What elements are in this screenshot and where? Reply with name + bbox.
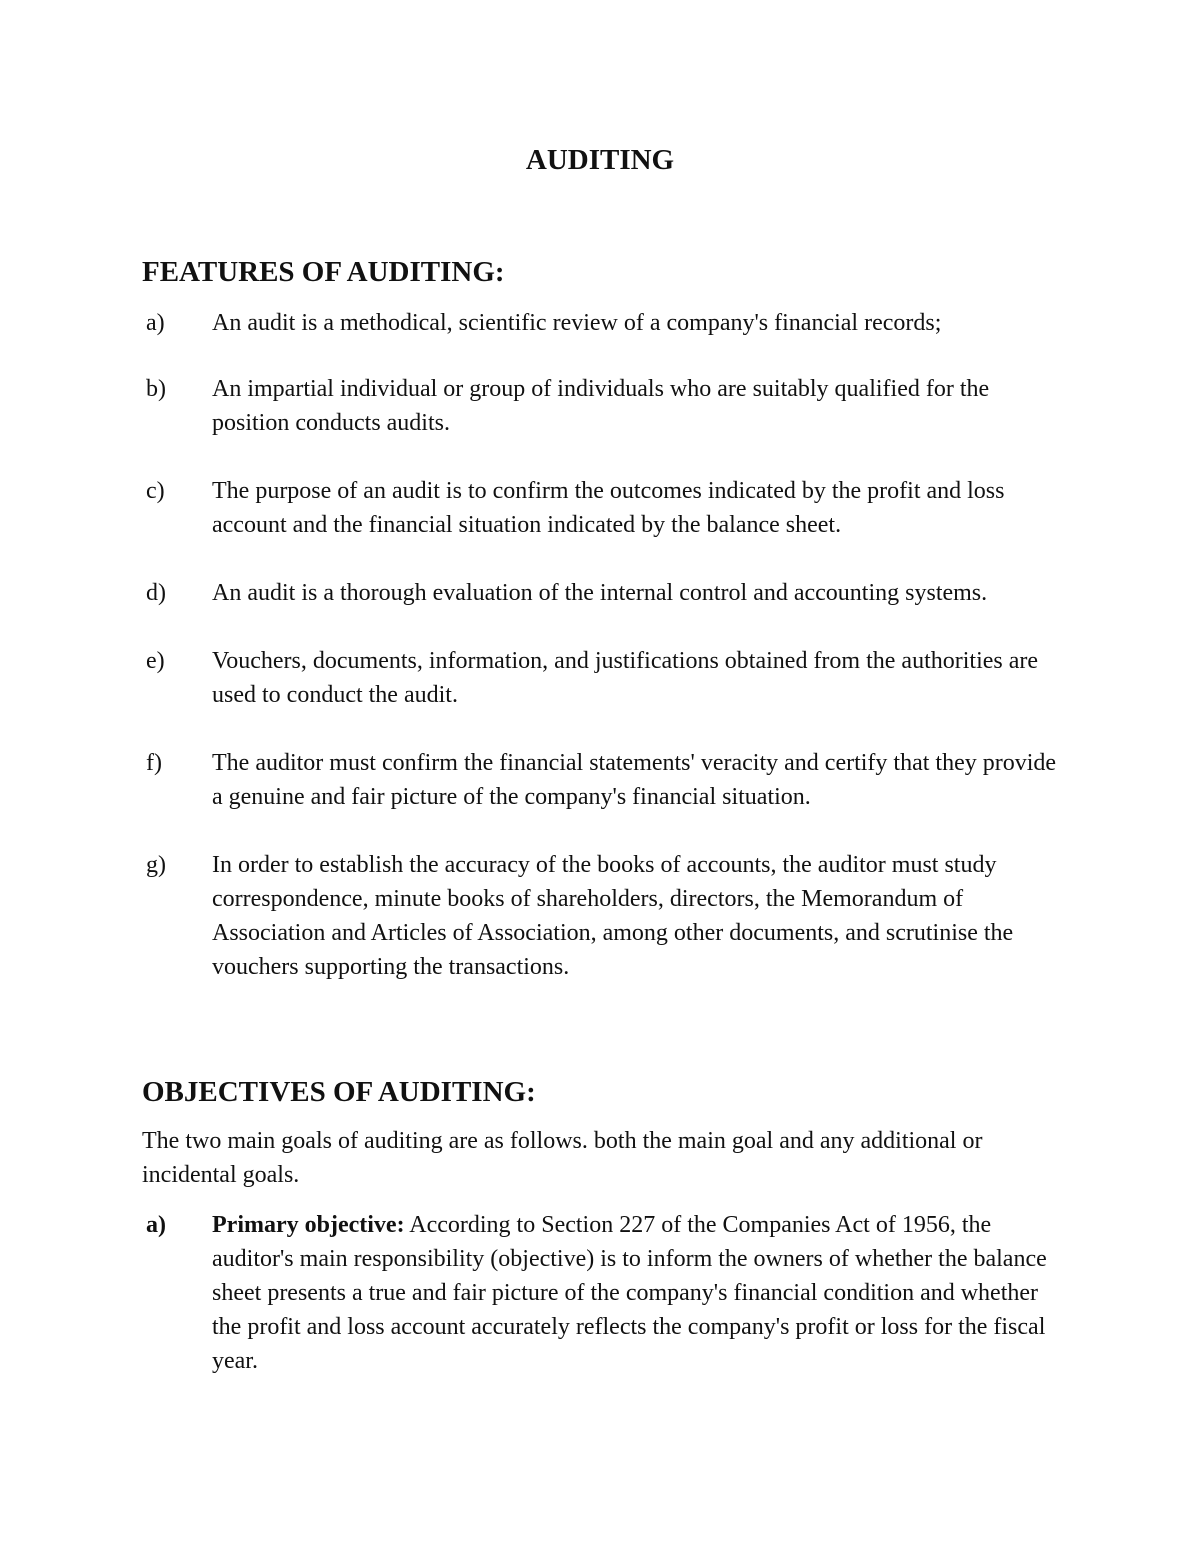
list-item-text: The purpose of an audit is to confirm the outcomes indicated by the profit and loss account and the financial situation indicated by the balance sheet. xyxy=(212,478,1005,538)
list-marker: f) xyxy=(146,750,162,776)
list-marker: a) xyxy=(146,1212,166,1238)
list-marker: d) xyxy=(146,580,166,606)
list-marker: a) xyxy=(146,310,165,336)
list-item-text: Vouchers, documents, information, and justifications obtained from the authorities are used to conduct the audit. xyxy=(212,648,1039,708)
list-item xyxy=(142,576,1072,610)
features-heading: FEATURES OF AUDITING: xyxy=(142,256,505,288)
list-item-text: In order to establish the accuracy of the books of accounts, the auditor must study correspondence, minute books of shareholders, directors, the Memorandum of Association and Articles of Association, among other documents, and scrutinise the vouchers supporting the transactions. xyxy=(212,852,1014,980)
list-item-text: An audit is a methodical, scientific review of a company's financial records; xyxy=(212,310,942,336)
objectives-list xyxy=(142,1208,1072,1378)
list-marker: c) xyxy=(146,478,165,504)
list-item xyxy=(142,848,1072,984)
list-item xyxy=(142,372,1072,440)
list-item xyxy=(142,306,1072,340)
list-item-text: According to Section 227 of the Companies Act of 1956, the auditor's main responsibility (objective) is to inform the owners of whether the balance sheet presents a true and fair picture of the company's financial condition and whether the profit and loss account accurately reflects the company's profit or loss for the fiscal year. xyxy=(212,1212,1047,1374)
objective-lead: Primary objective: xyxy=(212,1212,405,1238)
list-item-text: An audit is a thorough evaluation of the internal control and accounting systems. xyxy=(212,580,988,606)
list-item-text: The auditor must confirm the financial statements' veracity and certify that they provide a genuine and fair picture of the company's financial situation. xyxy=(212,750,1057,810)
list-marker: g) xyxy=(146,852,166,878)
list-item-text: An impartial individual or group of individuals who are suitably qualified for the position conducts audits. xyxy=(212,376,990,436)
list-marker: e) xyxy=(146,648,165,674)
list-item xyxy=(142,746,1072,814)
objectives-intro: The two main goals of auditing are as follows. both the main goal and any additional or incidental goals. xyxy=(142,1128,983,1188)
objectives-heading: OBJECTIVES OF AUDITING: xyxy=(142,1076,536,1108)
document-title: AUDITING xyxy=(525,144,675,176)
list-item xyxy=(142,1208,1072,1378)
list-item xyxy=(142,474,1072,542)
features-list xyxy=(142,306,1072,984)
list-item xyxy=(142,644,1072,712)
list-marker: b) xyxy=(146,376,166,402)
